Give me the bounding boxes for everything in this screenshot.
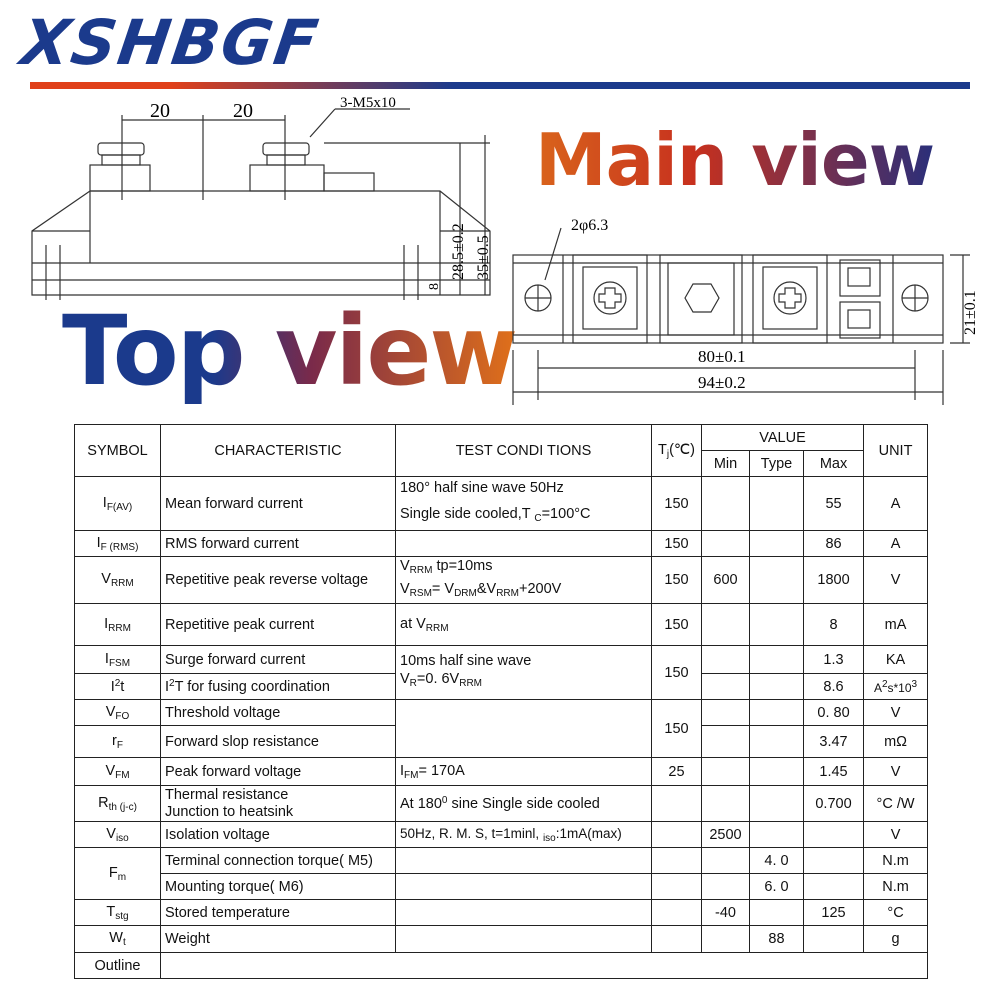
tj-cell: 150 <box>652 700 702 758</box>
symbol-cell: $I_{F(AV)}$ <box>75 477 161 531</box>
characteristic-cell: Mean forward current <box>161 477 396 531</box>
spec-table <box>74 424 928 979</box>
symbol-cell: $V_{FO}$ <box>75 700 161 726</box>
max-cell: 125 <box>804 900 864 926</box>
symbol-cell: $r_F$ <box>75 726 161 758</box>
min-cell <box>702 926 750 953</box>
type-cell <box>750 531 804 557</box>
max-cell: 3.47 <box>804 726 864 758</box>
dim-width-outer: 94±0.2 <box>698 373 746 392</box>
max-cell <box>804 874 864 900</box>
symbol-cell: $V_{FM}$ <box>75 758 161 786</box>
table-row <box>75 604 928 646</box>
table-row <box>75 848 928 874</box>
unit-cell: V <box>864 758 928 786</box>
min-cell <box>702 604 750 646</box>
condition-cell <box>396 926 652 953</box>
tj-cell <box>652 822 702 848</box>
min-cell: 600 <box>702 557 750 604</box>
symbol-cell: $F_m$ <box>75 848 161 900</box>
characteristic-cell: Thermal resistance Junction to heatsink <box>161 786 396 822</box>
dim-height-2: 35±0.5 <box>475 235 492 280</box>
dim-spacing-2: 20 <box>233 100 253 122</box>
max-cell: 8 <box>804 604 864 646</box>
tj-cell: 150 <box>652 477 702 531</box>
min-cell <box>702 758 750 786</box>
table-header-row <box>75 425 928 451</box>
symbol-cell: $V_{iso}$ <box>75 822 161 848</box>
condition-cell <box>396 874 652 900</box>
type-cell: 4. 0 <box>750 848 804 874</box>
symbol-cell: $I_{FSM}$ <box>75 646 161 674</box>
characteristic-cell: Peak forward voltage <box>161 758 396 786</box>
max-cell: 1.45 <box>804 758 864 786</box>
condition-cell: 10ms half sine wave $V_R=0$. $6V_{RRM}$ <box>396 646 652 700</box>
type-cell <box>750 557 804 604</box>
max-cell: 55 <box>804 477 864 531</box>
tj-cell <box>652 786 702 822</box>
unit-cell: V <box>864 822 928 848</box>
min-cell <box>702 726 750 758</box>
top-view-heading: Top view <box>62 295 517 407</box>
type-cell <box>750 477 804 531</box>
characteristic-cell: Stored temperature <box>161 900 396 926</box>
characteristic-cell: Weight <box>161 926 396 953</box>
unit-cell: $A^2s*10^3$ <box>864 674 928 700</box>
type-cell <box>750 604 804 646</box>
table-row <box>75 557 928 604</box>
unit-cell: V <box>864 700 928 726</box>
max-cell <box>804 926 864 953</box>
tj-cell <box>652 900 702 926</box>
condition-cell <box>396 848 652 874</box>
unit-cell: mA <box>864 604 928 646</box>
characteristic-cell: Repetitive peak current <box>161 604 396 646</box>
condition-cell: at $V_{RRM}$ <box>396 604 652 646</box>
dim-height-1: 28.5±0.2 <box>450 223 467 280</box>
type-cell <box>750 674 804 700</box>
tj-cell: 150 <box>652 557 702 604</box>
tj-cell: 25 <box>652 758 702 786</box>
type-cell <box>750 758 804 786</box>
table-row <box>75 477 928 531</box>
header-symbol: SYMBOL <box>75 425 161 477</box>
dim-depth: 21±0.1 <box>962 290 979 335</box>
max-cell: 86 <box>804 531 864 557</box>
characteristic-cell: $I^2T$ for fusing coordination <box>161 674 396 700</box>
type-cell: 6. 0 <box>750 874 804 900</box>
min-cell <box>702 531 750 557</box>
symbol-cell: $R_{th (j-c)}$ <box>75 786 161 822</box>
header-tj: $T_j(℃)$ <box>652 425 702 477</box>
outline-cell <box>161 953 928 979</box>
type-cell <box>750 822 804 848</box>
dim-spacing-1: 20 <box>150 100 170 122</box>
table-row <box>75 926 928 953</box>
table-row <box>75 646 928 674</box>
max-cell: 0.700 <box>804 786 864 822</box>
type-cell <box>750 900 804 926</box>
characteristic-cell: Terminal connection torque( M5) <box>161 848 396 874</box>
max-cell <box>804 822 864 848</box>
type-cell <box>750 646 804 674</box>
main-view-heading: Main view <box>535 118 935 202</box>
tj-cell <box>652 848 702 874</box>
min-cell: 2500 <box>702 822 750 848</box>
symbol-cell: $W_t$ <box>75 926 161 953</box>
table-row <box>75 531 928 557</box>
type-cell <box>750 786 804 822</box>
max-cell <box>804 848 864 874</box>
min-cell <box>702 646 750 674</box>
header-min: Min <box>702 451 750 477</box>
header-characteristic: CHARACTERISTIC <box>161 425 396 477</box>
characteristic-cell: Forward slop resistance <box>161 726 396 758</box>
min-cell <box>702 874 750 900</box>
min-cell <box>702 786 750 822</box>
dim-base: 8 <box>427 283 442 290</box>
min-cell: -40 <box>702 900 750 926</box>
unit-cell: A <box>864 531 928 557</box>
dim-width-inner: 80±0.1 <box>698 347 746 366</box>
max-cell: 1800 <box>804 557 864 604</box>
characteristic-cell: Threshold voltage <box>161 700 396 726</box>
unit-cell: N.m <box>864 874 928 900</box>
max-cell: 0. 80 <box>804 700 864 726</box>
top-view-drawing <box>20 95 510 310</box>
table-row <box>75 758 928 786</box>
tj-cell: 150 <box>652 531 702 557</box>
symbol-cell: $I_{F (RMS)}$ <box>75 531 161 557</box>
min-cell <box>702 674 750 700</box>
type-cell <box>750 726 804 758</box>
min-cell <box>702 700 750 726</box>
table-row <box>75 900 928 926</box>
unit-cell: mΩ <box>864 726 928 758</box>
header-max: Max <box>804 451 864 477</box>
min-cell <box>702 848 750 874</box>
characteristic-cell: Mounting torque( M6) <box>161 874 396 900</box>
table-row <box>75 786 928 822</box>
header-value: VALUE <box>702 425 864 451</box>
table-row <box>75 874 928 900</box>
type-cell: 88 <box>750 926 804 953</box>
table-row <box>75 953 928 979</box>
condition-cell <box>396 531 652 557</box>
header-type: Type <box>750 451 804 477</box>
condition-cell: At $180^0$ sine Single side cooled <box>396 786 652 822</box>
symbol-cell: $T_{stg}$ <box>75 900 161 926</box>
condition-cell <box>396 700 652 758</box>
symbol-cell: Outline <box>75 953 161 979</box>
hole-label: 2φ6.3 <box>571 217 609 234</box>
tj-cell <box>652 874 702 900</box>
min-cell <box>702 477 750 531</box>
condition-cell <box>396 900 652 926</box>
condition-cell: 180° half sine wave 50Hz Single side cooled,T $_C$=100°C <box>396 477 652 531</box>
table-row <box>75 700 928 726</box>
characteristic-cell: Repetitive peak reverse voltage <box>161 557 396 604</box>
unit-cell: °C /W <box>864 786 928 822</box>
unit-cell: V <box>864 557 928 604</box>
unit-cell: A <box>864 477 928 531</box>
characteristic-cell: Isolation voltage <box>161 822 396 848</box>
brand-logo: XSHBGF <box>16 6 324 79</box>
condition-cell: $V_{RRM}$ tp=10ms $V_{RSM}=$ $V_{DRM}\&V_{RRM}+200V$ <box>396 557 652 604</box>
logo-underline <box>30 82 970 89</box>
condition-cell: $I_{FM}= 170A$ <box>396 758 652 786</box>
characteristic-cell: Surge forward current <box>161 646 396 674</box>
main-view-drawing <box>505 210 980 410</box>
unit-cell: N.m <box>864 848 928 874</box>
tj-cell: 150 <box>652 646 702 700</box>
symbol-cell: $I_{RRM}$ <box>75 604 161 646</box>
header-unit: UNIT <box>864 425 928 477</box>
type-cell <box>750 700 804 726</box>
tj-cell: 150 <box>652 604 702 646</box>
screw-label: 3-M5x10 <box>340 95 396 111</box>
unit-cell: °C <box>864 900 928 926</box>
condition-cell: 50Hz, R. M. S, t=1minl, $_{iso}$:1mA(max) <box>396 822 652 848</box>
symbol-cell: $I^2t$ <box>75 674 161 700</box>
characteristic-cell: RMS forward current <box>161 531 396 557</box>
max-cell: 1.3 <box>804 646 864 674</box>
max-cell: 8.6 <box>804 674 864 700</box>
symbol-cell: $V_{RRM}$ <box>75 557 161 604</box>
tj-cell <box>652 926 702 953</box>
unit-cell: g <box>864 926 928 953</box>
table-row <box>75 822 928 848</box>
unit-cell: KA <box>864 646 928 674</box>
header-test-conditions: TEST CONDI TIONS <box>396 425 652 477</box>
